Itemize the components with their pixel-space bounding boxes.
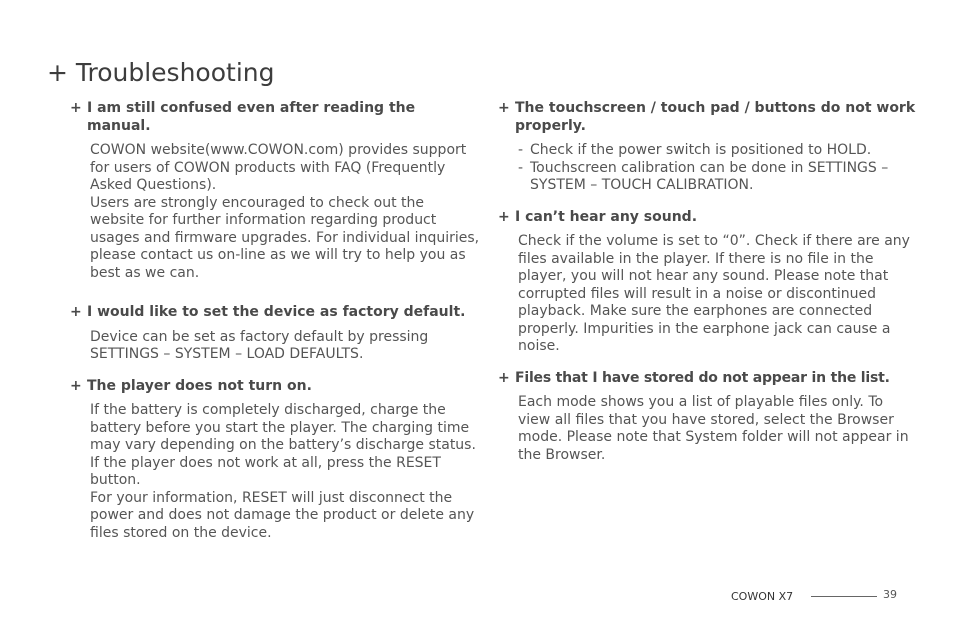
faq-item-no-power (70, 378, 480, 543)
faq-answer-paragraph: Each mode shows you a list of playable files only. To view all files that you have stored, select the Browser mode. Please note that System folder will not appear in the Browser. (518, 394, 909, 463)
faq-item-no-sound (498, 209, 918, 356)
faq-answer-paragraph: COWON website(www.COWON.com) provides support for users of COWON products with FAQ (Frequently Asked Questions). (90, 142, 467, 193)
faq-item-files-missing (498, 370, 918, 465)
faq-item-confused (70, 100, 480, 282)
dash-icon: - (518, 142, 524, 158)
plus-icon: + (70, 377, 82, 394)
faq-answer-paragraph: Users are strongly encouraged to check out the website for further information regarding product usages and firmware upgrades. For individual inquiries, please contact us on-line as we will try to help you as best as we can. (90, 194, 480, 281)
faq-question: + I am still confused even after reading the manual. (70, 100, 416, 134)
faq-answer-paragraph: Device can be set as factory default by pressing SETTINGS – SYSTEM – LOAD DEFAULTS. (90, 328, 429, 362)
faq-item-factory-default (70, 304, 480, 364)
faq-question: + The player does not turn on. (70, 377, 312, 394)
page-footer (731, 589, 931, 605)
faq-question: + I can’t hear any sound. (498, 208, 698, 225)
faq-answer (518, 394, 918, 464)
left-column (70, 100, 480, 542)
page-number: 39 (883, 588, 897, 601)
faq-question: + Files that I have stored do not appear in the list. (498, 369, 890, 386)
right-column (498, 100, 918, 464)
faq-question: + I would like to set the device as factory default. (70, 304, 466, 320)
dash-icon: - (518, 159, 524, 176)
faq-question: + The touchscreen / touch pad / buttons do not work properly. (498, 100, 916, 134)
faq-bullet: - Touchscreen calibration can be done in SETTINGS – SYSTEM – TOUCH CALIBRATION. (518, 159, 889, 193)
faq-answer-paragraph: If the battery is completely discharged, charge the battery before you start the player. The charging time may vary depending on the battery’s discharge status. If the player does not work at all, press the RESET button. (90, 402, 476, 488)
faq-item-touchscreen (498, 100, 918, 195)
plus-icon: + (498, 208, 510, 225)
faq-answer (90, 329, 480, 364)
faq-answer (90, 142, 480, 282)
plus-icon: + (70, 304, 82, 320)
page-title: + Troubleshooting (47, 58, 275, 87)
footer-brand: COWON X7 (731, 590, 794, 603)
faq-bullet-list (518, 142, 918, 195)
plus-icon: + (498, 100, 510, 116)
footer-divider (811, 596, 877, 597)
faq-answer-paragraph: Check if the volume is set to “0”. Check if there are any files available in the player. If there is no file in the player, you will not hear any sound. Please note that corrupted files will result in a noise or discontinued playback. Make sure the earphones are connected properly. Impurities in the earphone jack can cause a noise. (518, 233, 910, 354)
faq-answer (518, 233, 918, 356)
plus-icon: + (70, 100, 82, 116)
faq-answer (90, 402, 480, 542)
plus-icon: + (498, 369, 510, 386)
faq-answer-paragraph: For your information, RESET will just disconnect the power and does not damage the product or delete any files stored on the device. (90, 489, 475, 541)
faq-bullet: - Check if the power switch is positioned to HOLD. (518, 142, 872, 158)
